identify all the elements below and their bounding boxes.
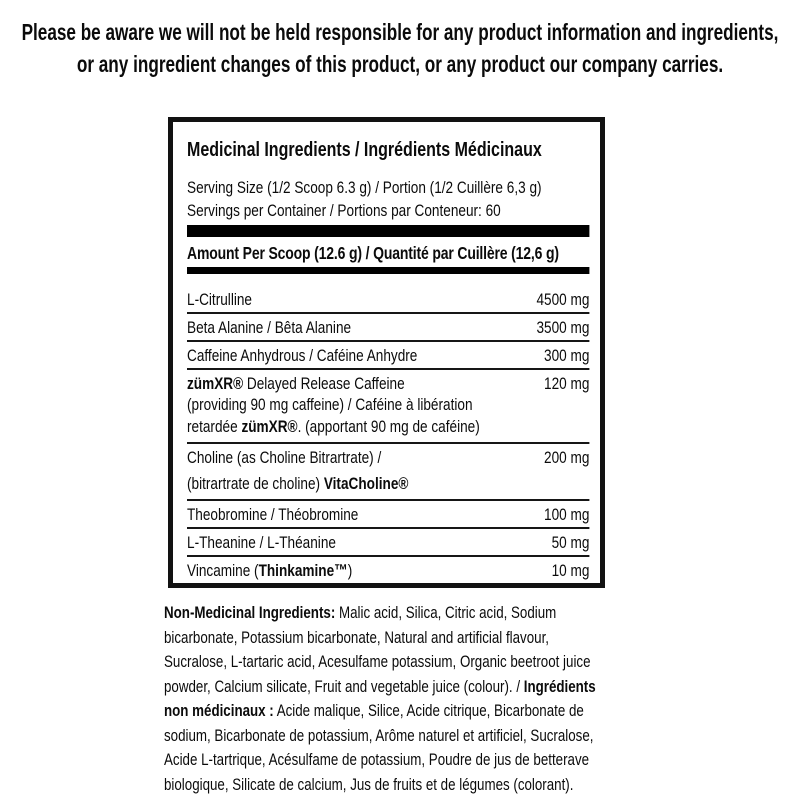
footer-text: Acide L-tartrique, Acésulfame de potassium, Poudre de jus de betterave — [164, 750, 590, 769]
table-row-l-citrulline — [187, 286, 589, 314]
table-row-vincamine — [187, 557, 589, 583]
serving-size: Serving Size (1/2 Scoop 6.3 g) / Portion (1/2 Cuillère 6,3 g) — [187, 178, 542, 197]
disclaimer — [0, 16, 800, 80]
ingredient-amount: 120 mg — [544, 374, 590, 393]
ingredient-table — [187, 286, 589, 583]
footer-line — [164, 626, 635, 651]
supplement-facts-panel — [168, 117, 605, 588]
ingredient-name: L-Citrulline — [187, 290, 252, 309]
panel-title: Medicinal Ingredients / Ingrédients Médicinaux — [187, 139, 542, 161]
table-row-choline — [187, 444, 589, 501]
ingredient-amount: 10 mg — [551, 561, 590, 580]
brand-vitacholine: VitaCholine® — [323, 474, 409, 493]
ingredient-amount: 3500 mg — [536, 318, 590, 337]
footer-text: Malic acid, Silica, Citric acid, Sodium — [335, 603, 557, 622]
footer-line — [164, 748, 635, 773]
ingredient-name: Beta Alanine / Bêta Alanine — [187, 318, 352, 337]
divider-bar-thin — [187, 267, 589, 274]
ingredient-amount: 100 mg — [544, 505, 590, 524]
ingredient-name: L-Theanine / L-Théanine — [187, 533, 336, 552]
footer-line — [164, 650, 635, 675]
footer-line — [164, 724, 635, 749]
footer-line — [164, 699, 635, 724]
ingredient-amount: 300 mg — [544, 346, 590, 365]
brand-thinkamine: Thinkamine™ — [258, 561, 348, 580]
footer-line — [164, 601, 635, 626]
footer-bold-tail: Ingrédients — [523, 676, 596, 696]
ingredient-name: Theobromine / Théobromine — [187, 505, 359, 524]
ingredient-amount: 4500 mg — [536, 290, 590, 309]
footer-bold-lead: Non-Medicinal Ingredients: — [164, 603, 336, 622]
footer-text: biologique, Silicate de calcium, Jus de fruits et de légumes (colorant). — [164, 774, 574, 794]
table-row-l-theanine — [187, 529, 589, 557]
brand-zumxr: zümXR® — [187, 374, 244, 393]
footer-text: Sucralose, L-tartaric acid, Acesulfame potassium, Organic beetroot juice — [164, 652, 591, 671]
footer-bold-lead: non médicinaux : — [164, 701, 274, 720]
table-row-caffeine — [187, 342, 589, 370]
amount-per-scoop-header: Amount Per Scoop (12.6 g) / Quantité par Cuillère (12,6 g) — [187, 243, 559, 263]
footer-text: sodium, Bicarbonate de potassium, Arôme naturel et artificiel, Sucralose, — [164, 725, 594, 745]
footer-line — [164, 773, 635, 798]
ingredient-amount: 50 mg — [551, 533, 590, 552]
footer-text: Acide malique, Silice, Acide citrique, Bicarbonate de — [273, 701, 584, 720]
ingredient-subtext: (providing 90 mg caffeine) / Caféine à libération — [187, 395, 473, 414]
ingredient-subtext: retardée zümXR®. (apportant 90 mg de caféine) — [187, 417, 480, 436]
table-row-beta-alanine — [187, 314, 589, 342]
brand-zumxr: zümXR® — [241, 417, 298, 436]
divider-bar-thick — [187, 225, 589, 237]
footer-text: powder, Calcium silicate, Fruit and vegetable juice (colour). / — [164, 676, 524, 696]
ingredient-name: Caffeine Anhydrous / Caféine Anhydre — [187, 346, 418, 365]
ingredient-name: zümXR® Delayed Release Caffeine — [187, 374, 405, 393]
disclaimer-line-1: Please be aware we will not be held responsible for any product information and ingredients, — [21, 19, 779, 45]
serving-info — [187, 176, 589, 222]
servings-per-container: Servings per Container / Portions par Conteneur: 60 — [187, 201, 501, 220]
ingredient-name: Choline (as Choline Bitrartrate) / — [187, 448, 382, 467]
ingredient-amount: 200 mg — [544, 448, 590, 467]
footer-text: bicarbonate, Potassium bicarbonate, Natural and artificial flavour, — [164, 627, 549, 647]
table-row-zumxr-caffeine — [187, 370, 589, 444]
footer-line — [164, 675, 635, 700]
disclaimer-line-2: or any ingredient changes of this product, or any product our company carries. — [76, 51, 724, 77]
non-medicinal-ingredients — [164, 601, 635, 797]
ingredient-name: Vincamine (Thinkamine™) — [187, 561, 353, 580]
table-row-theobromine — [187, 501, 589, 529]
ingredient-subtext: (bitrartrate de choline) VitaCholine® — [187, 474, 409, 493]
